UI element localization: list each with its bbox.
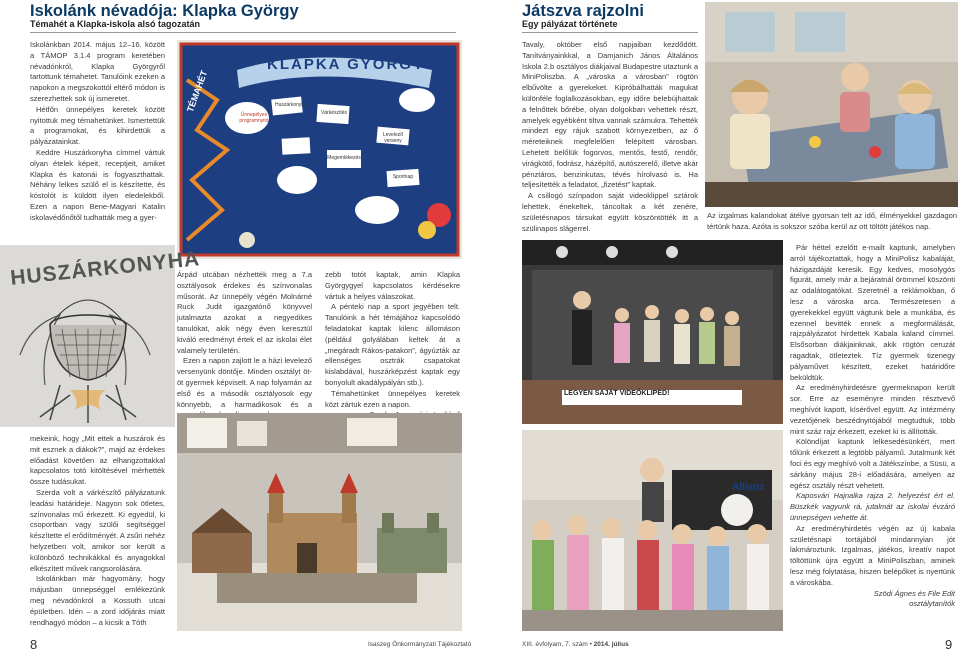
right-header-rule — [522, 32, 698, 33]
paragraph: A csillogó színpadon saját videoklippel sztárok lehettek, énekeltek, táncoltak a két zenére, születésnapos társukat együtt köszöntötték itt a szülinapos slágerrel. — [522, 191, 698, 233]
castle-model-photo — [177, 413, 462, 631]
classroom-illustration — [705, 2, 958, 207]
allianz-sign: Allianz — [732, 482, 765, 493]
paragraph: Keddre Huszárkonyha címmel vártuk olyan ételek képeit, receptjeit, amiket Klapka és katonái is fogyaszthattak. Néhány lelkes szülő el is készítette, és kóstolót is küldött ilyen eledelekből. Ezen a napon Bene-Magyari Katalin iskolavédőnőtől tudhatták meg a gyer- — [30, 147, 165, 222]
drawing-label: HUSZÁRKONYHA — [9, 247, 202, 290]
group-photo — [522, 430, 783, 631]
left-col2-text — [177, 270, 312, 421]
poster-card: Levelező verseny — [382, 132, 403, 144]
left-page-subtitle: Témahét a Klapka-iskola alsó tagozatán — [30, 19, 201, 29]
poster-card: Ünnepélyes programnyitó — [239, 112, 269, 124]
left-header-rule — [30, 32, 456, 33]
paragraph: A pénteki nap a sport jegyében telt. Tanulóink a hét témájához kapcsolódó feladatokat kaptak kilenc állomáson (például golyálában keltek át a „megáradt Rákos-patakon”, ágyúzták az ellenséges osztrák csapatokat kislabdával, huszárképzést kaptak egy bonyolult akadálypályán stb.). — [325, 302, 460, 387]
poster-photo — [177, 40, 462, 259]
right-page-subtitle: Egy pályázat története — [522, 19, 618, 29]
poster-side-label: TÉMAHÉT — [185, 69, 210, 114]
left-page-title: Iskolánk névadója: Klapka György — [30, 2, 299, 20]
stage-photo — [522, 240, 783, 424]
left-col3-text — [325, 270, 460, 421]
paragraph: mekeink, hogy „Mit ettek a huszárok és mit esznek a diákok?”, majd az érdekes előadást követően az elhangzottakkal kapcsolatos totó kitöltésével mérhették össze tudásukat. — [30, 434, 165, 487]
left-footer: Isaszeg Önkormányzati Tájékoztató — [368, 641, 472, 648]
paragraph: zebb totót kaptak, amin Klapka Györgygyel kapcsolatos kérdésekre vártuk a helyes válaszokat. — [325, 270, 460, 301]
left-page-number: 8 — [30, 637, 38, 652]
footer-bullet: • — [589, 641, 592, 648]
group-illustration — [522, 430, 783, 631]
paragraph: Kaposvári Hajnalka rajza 2. helyezést ért el. Büszkék vagyunk rá, jutalmát az iskolai évzáró ünnepségen vehette át. — [790, 491, 955, 522]
author: Szödi Ágnes és File Edit — [873, 588, 955, 598]
paragraph: Hétfőn ünnepélyes keretek között nyitottuk meg témahetünket. Ismertettük a programokat, és kihirdettük a pályázatainkat. — [30, 104, 165, 147]
stage-banner: LEGYEN SAJÁT VIDEÓKLIPED! — [564, 390, 670, 397]
paragraph: Az izgalmas kalandokat átélve gyorsan telt az idő, élményekkel gazdagon tértünk haza. Azóta is sokszor szóba kerül az ott töltött játékos nap. — [707, 211, 957, 231]
right-footer — [522, 641, 629, 648]
paragraph: Az eredményhirdetésre gyermeknapon került sor. Erre az eseményre minden résztvevő meghívót kapott, kísérővel együtt. Az intézmény vezetőjének beszédnyitójából megtudtuk, több mint száz rajz érkezett, ezeket ki is állították. — [790, 383, 955, 436]
paragraph: Tavaly, október első napjaiban kezdődött. Tanítványainkkal, a Damjanich János Általános Iskola 2.b osztályos diákjaival Budapestre utaztunk a MiniPoliszba. A „városka a városban” rögtön elbűvölte a gyerekeket. Kipróbálhatták magukat különféle foglalkozásokban, egy időre belebújhattak a felnőttek bőrébe, olyan dolgokban vehettek részt, amelyek egyébként tiltva vannak számukra. Tehették mindezt egy rájuk szabott környezetben, az ő méreteiknek megfelelően felépített városban. Lehetett belőlük fogorvos, mentős, festő, rendőr, virágkötő, fodrász, házépítő, autószerelő, illetve akár pénztáros, benzinkutas, tévés hírolvasó is. Ha teljesítették a feladatot, „fizetést” kaptak. — [522, 40, 698, 190]
right-page-title: Játszva rajzolni — [522, 2, 644, 20]
poster-card: Várkészítés — [320, 110, 348, 116]
paragraph: Árpád utcában nézhették meg a 7.a osztályosok érdekes és színvonalas műsorát. Az ünnepély végén Molnárné Ruck Judit igazgatónő könyvvel jutalmazta azokat a negyedikes tanulókat, akik négy éven keresztül kiváló eredményt értek el az iskolai élet valamely területén. — [177, 270, 312, 355]
poster-card: Huszárkonyha — [275, 102, 307, 108]
footer-issue: XIII. évfolyam, 7. szám — [522, 641, 588, 648]
footer-date: 2014. július — [593, 641, 629, 648]
left-col1-top-text — [30, 40, 165, 224]
paragraph: Témahetünket ünnepélyes keretek közt zártuk ezen a napon. — [325, 388, 460, 409]
poster-card: Sportnap — [392, 174, 414, 180]
paragraph: Ezen a napon zajlott le a házi levelező versenyünk döntője. Minden osztályt öt-öt gyermek képviselt. A nap folyamán az első és a második osztályosok egy könnyebb, a harmadikosok és a — [177, 356, 312, 409]
poster-banner: KLAPKA GYÖRGY — [267, 56, 425, 73]
right-col1-text — [522, 40, 698, 234]
paragraph: Pár héttel ezelőtt e-mailt kaptunk, amelyben arról tájékoztattak, hogy a MiniPolisz kabaláját, házigazdáját keresik. Egy kedves, mosolygós figurát, amely már a bejáratnál örömmel köszönti az odalátogatókat. Szeretnél a reklámokban, ő lesz a városka arca. Természetesen a gyerekekkel együtt vágtunk bele a munkába, és ezennel bevitték ennek a megformálását, rajzpályázatot hirdettek Kabala kaland címmel. Elsősorban diákjainknak, akik rögtön ceruzát ragadtak, ötleteztek. Tíz gyermek tizenegy pályaművet készített, ezeket határidőre beküldtük. — [790, 243, 955, 382]
paragraph: Az eredményhirdetés végén az új kabala születésnapi tortájából mindannyian jót lakmároztunk. Izgalmas, játékos, kreatív napot töltöttünk újra együtt a MiniPoliszban, aminek lesz még folytatása, hiszen belépőket is nyertünk a városkába. — [790, 523, 955, 587]
paragraph: Szerda volt a várkészítő pályázatunk leadási határideje. Nagyon sok ötletes, színvonalas mű érkezett. Ki egyedül, ki csoportban vagy szülői segítséggel készítette el erődítményét. A zsűri nehéz helyzetben volt, amikor sor került a különböző technikákkal és anyagokkal elkészített művek rangsorolására. — [30, 487, 165, 573]
author-role: osztálytanítók — [909, 599, 955, 609]
classroom-photo — [705, 2, 958, 207]
right-col2-text — [707, 211, 957, 233]
paragraph: Iskolánkban 2014. május 12–16. között a TÁMOP 3.1.4 program keretében névadónkról, Klapka Györgyről tartottunk témahetet. Tanulóink ezeken a napokon a megszokottól eltérő módon is szerezhettek sok új ismeretet. — [30, 40, 165, 103]
paragraph: Iskolánkban már hagyomány, hogy májusban ünnepséggel emlékezünk meg névadónkról a Kossuth utcai épületben. Idén – a zord időjárás miatt rendhagyó módon – a kicsik a Tóth — [30, 574, 165, 627]
right-col3-text — [790, 243, 955, 610]
huszarkonyha-drawing — [0, 245, 202, 427]
poster-card: Megemlékezés — [327, 155, 361, 161]
left-col1-bottom-text — [30, 434, 165, 628]
paragraph: Kölöndíjat kaptunk lelkesedésünkért, mert tőlünk érkezett a legtöbb pályamű. Jutalmunk két foci és egy meghívó volt a Játékszínbe, a Süsü, a sárkány május 28-i előadására, amelyen az egész osztály részt vehetett. — [790, 437, 955, 490]
right-page-number: 9 — [945, 637, 953, 652]
castle-illustration — [177, 413, 462, 631]
